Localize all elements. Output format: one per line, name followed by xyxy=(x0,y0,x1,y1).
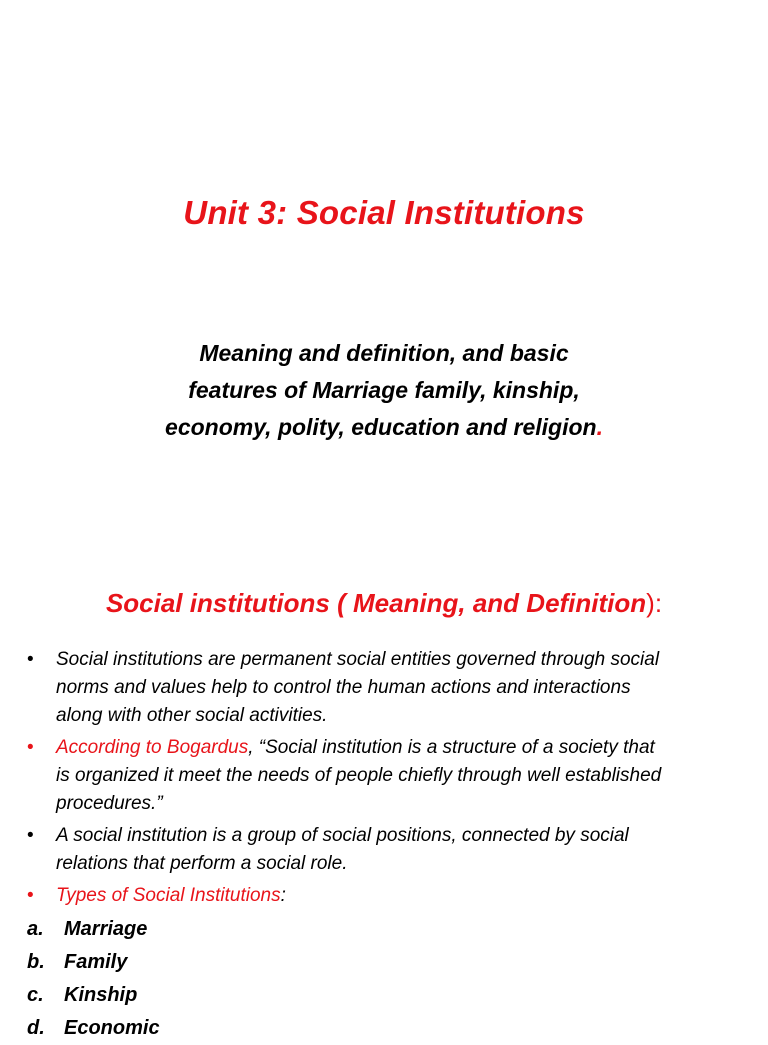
bullet-2-line-1: , “Social institution is a structure of a society that xyxy=(248,737,655,758)
bogardus-red-text: According to Bogardus xyxy=(56,737,249,758)
section-heading xyxy=(0,588,768,619)
list-letter: a. xyxy=(27,918,44,940)
types-heading-text: Types of Social Institutions xyxy=(56,885,281,906)
list-item-kinship xyxy=(0,979,768,1012)
slide-title: Unit 3: Social Institutions xyxy=(183,194,585,231)
bullet-1-line-1: Social institutions are permanent social entities governed through social xyxy=(56,649,660,670)
types-heading-colon: : xyxy=(280,885,286,906)
bullet-dot: • xyxy=(27,825,34,846)
subtitle-line-2: features of Marriage family, kinship, xyxy=(188,377,580,403)
bullet-3-line-1: A social institution is a group of social positions, connected by social xyxy=(56,825,629,846)
slide-subtitle xyxy=(0,335,768,446)
bullet-item-social-positions xyxy=(0,822,768,878)
section-heading-tail: ): xyxy=(646,588,663,618)
bullet-2-line-2: is organized it meet the needs of people chiefly through well established xyxy=(56,765,662,786)
bullet-1-line-3: along with other social activities. xyxy=(56,705,328,726)
bullet-dot: • xyxy=(27,649,34,670)
section-heading-text: Social institutions ( Meaning, and Definition xyxy=(105,588,647,618)
bullet-item-types xyxy=(0,882,768,910)
bullet-item-bogardus xyxy=(0,734,768,818)
bullet-2-line-3: procedures.” xyxy=(56,793,163,814)
definition-bullet-list xyxy=(0,646,768,914)
list-item-label: Marriage xyxy=(64,918,148,940)
list-item-label: Kinship xyxy=(64,984,138,1006)
bullet-dot-red: • xyxy=(27,737,34,758)
list-letter: c. xyxy=(27,984,44,1006)
list-item-label: Economic xyxy=(64,1017,160,1039)
subtitle-red-period: . xyxy=(596,414,603,440)
list-letter: d. xyxy=(27,1017,45,1039)
list-item-marriage xyxy=(0,913,768,946)
subtitle-line-1: Meaning and definition, and basic xyxy=(199,340,569,366)
bullet-dot-red: • xyxy=(27,885,34,906)
bullet-1-line-2: norms and values help to control the human actions and interactions xyxy=(56,677,631,698)
institution-types-list xyxy=(0,913,768,1045)
subtitle-line-3 xyxy=(0,409,768,446)
list-item-family xyxy=(0,946,768,979)
bullet-item-definition xyxy=(0,646,768,730)
list-item-label: Family xyxy=(64,951,128,973)
subtitle-line-3-text: economy, polity, education and religion xyxy=(165,414,597,440)
bullet-3-line-2: relations that perform a social role. xyxy=(56,853,348,874)
list-item-economic xyxy=(0,1012,768,1045)
list-letter: b. xyxy=(27,951,45,973)
